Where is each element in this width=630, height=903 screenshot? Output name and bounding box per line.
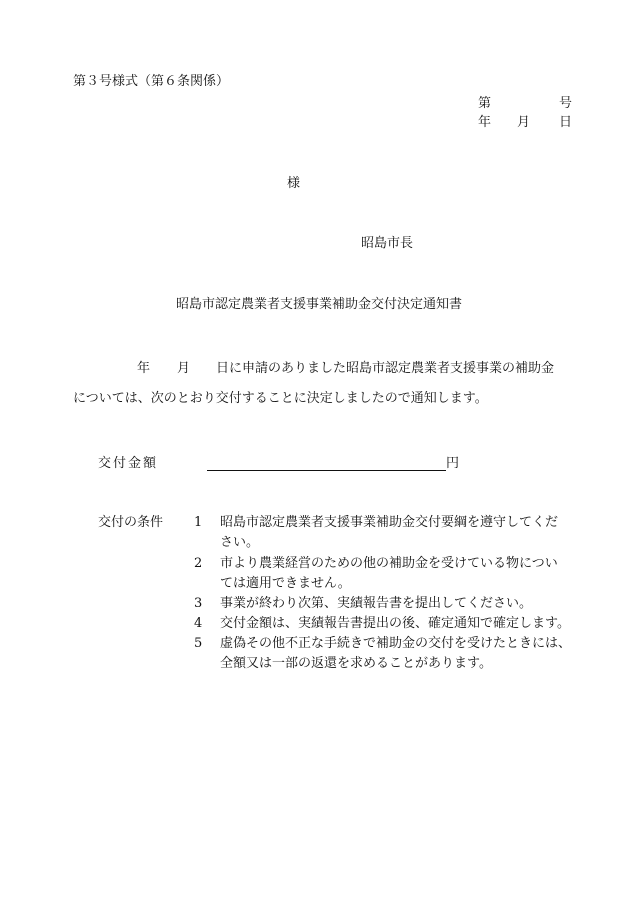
condition-3-number: 3 [194,596,203,611]
amount-blank-line [207,470,446,471]
document-number-suffix: 号 [559,96,573,111]
condition-4-number: 4 [194,616,203,631]
condition-1-line-2: さい。 [220,535,260,550]
condition-3-line-1: 事業が終わり次第、実績報告書を提出してください。 [220,596,533,611]
body-line-2: については、次のとおり交付することに決定しましたので通知します。 [73,391,488,406]
condition-2-number: 2 [194,556,203,571]
amount-unit: 円 [446,456,460,471]
form-number: 第３号様式（第６条関係） [73,74,230,89]
condition-2-line-2: ては適用できません。 [220,576,351,591]
amount-label: 交付金額 [98,456,159,471]
conditions-label: 交付の条件 [98,515,164,530]
body-year-label: 年 [137,361,151,376]
recipient-honorific: 様 [287,176,301,191]
condition-5-number: 5 [194,636,203,651]
date-month-label: 月 [517,115,531,130]
document-number-prefix: 第 [478,96,492,111]
document-title: 昭島市認定農業者支援事業補助金交付決定通知書 [176,297,463,312]
body-month-label: 月 [177,361,191,376]
condition-4-line-1: 交付金額は、実績報告書提出の後、確定通知で確定します。 [220,616,570,631]
date-day-label: 日 [559,115,573,130]
condition-1-line-1: 昭島市認定農業者支援事業補助金交付要綱を遵守してくだ [220,515,559,530]
date-year-label: 年 [478,115,492,130]
condition-5-line-1: 虚偽その他不正な手続きで補助金の交付を受けたときには、 [220,636,572,651]
condition-1-number: 1 [194,515,203,530]
condition-2-line-1: 市より農業経営のための他の補助金を受けている物につい [220,556,558,571]
condition-5-line-2: 全額又は一部の返還を求めることがあります。 [220,656,492,671]
issuer-name: 昭島市長 [361,236,414,251]
body-line-1-text: 日に申請のありました昭島市認定農業者支援事業の補助金 [216,361,555,376]
body-line-1 [137,361,554,377]
